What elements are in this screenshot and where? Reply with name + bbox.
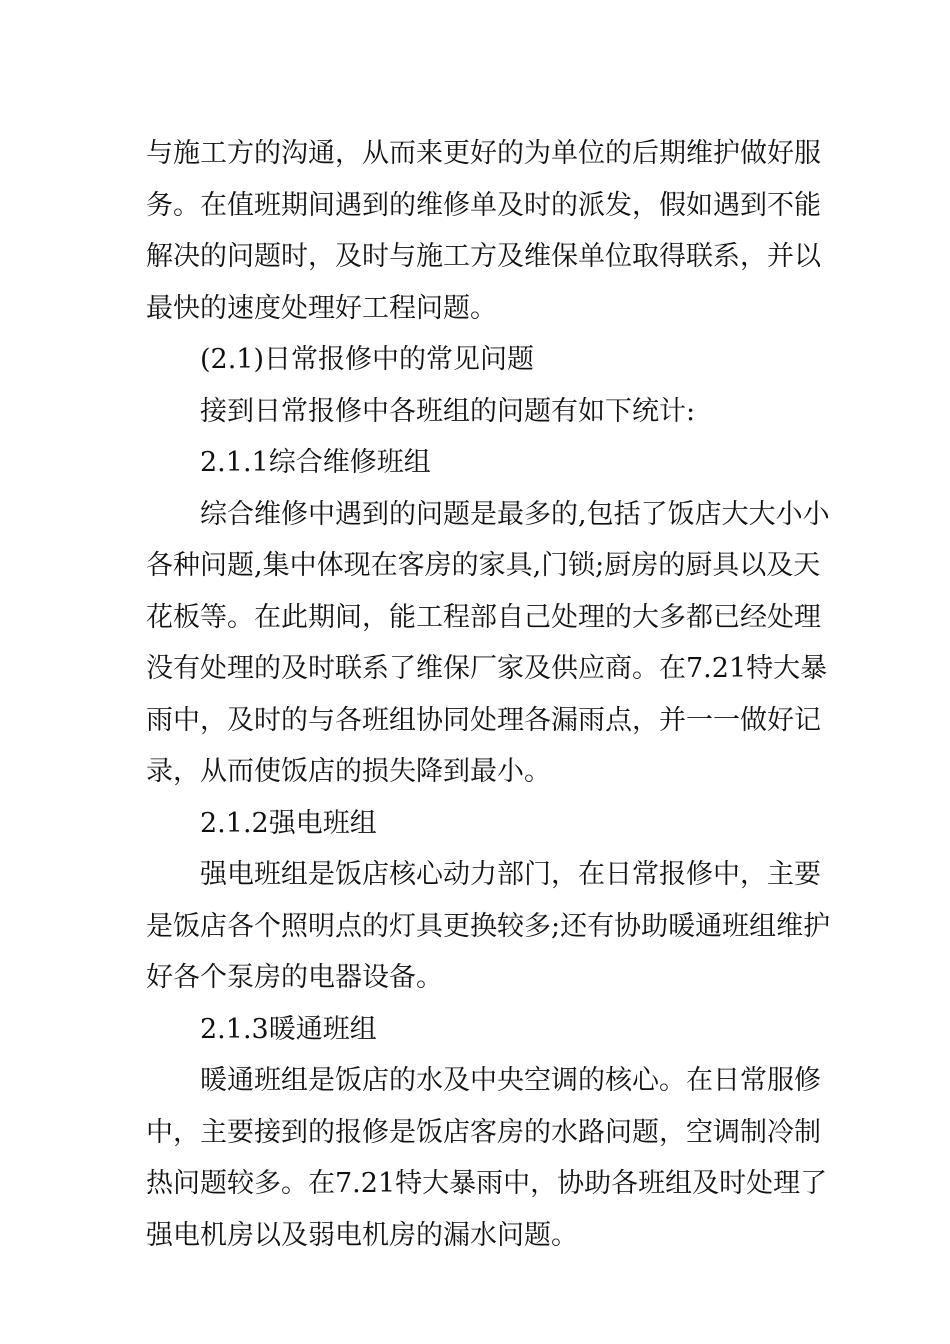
text-line: 没有处理的及时联系了维保厂家及供应商。在7.21特大暴 bbox=[146, 653, 828, 684]
text-line: 与施工方的沟通，从而来更好的为单位的后期维护做好服 bbox=[146, 138, 821, 169]
text-line: 接到日常报修中各班组的问题有如下统计: bbox=[200, 395, 696, 427]
text-line: 综合维修中遇到的问题是最多的,包括了饭店大大小小 bbox=[200, 498, 830, 530]
text-line: 解决的问题时，及时与施工方及维保单位取得联系，并以 bbox=[146, 241, 821, 272]
text-line: 热问题较多。在7.21特大暴雨中，协助各班组及时处理了 bbox=[146, 1168, 828, 1199]
text-line: 雨中，及时的与各班组协同处理各漏雨点，并一一做好记 bbox=[146, 704, 821, 736]
text-line: 好各个泵房的电器设备。 bbox=[146, 962, 443, 993]
text-line: 暖通班组是饭店的水及中央空调的核心。在日常服修 bbox=[200, 1065, 821, 1096]
text-line: 强电班组是饭店核心动力部门，在日常报修中，主要 bbox=[200, 859, 821, 890]
section-heading: 2.1.3暖通班组 bbox=[200, 1013, 377, 1045]
text-line: 最快的速度处理好工程问题。 bbox=[146, 292, 497, 324]
section-heading: 2.1.2强电班组 bbox=[200, 807, 377, 839]
text-line: 中，主要接到的报修是饭店客房的水路问题，空调制冷制 bbox=[146, 1116, 821, 1148]
text-line: 录，从而使饭店的损失降到最小。 bbox=[146, 756, 551, 787]
text-line: 花板等。在此期间，能工程部自己处理的大多都已经处理 bbox=[146, 601, 821, 633]
text-line: 强电机房以及弱电机房的漏水问题。 bbox=[146, 1219, 578, 1251]
section-heading: (2.1)日常报修中的常见问题 bbox=[200, 344, 535, 375]
text-line: 是饭店各个照明点的灯具更换较多;还有协助暖通班组维护 bbox=[146, 910, 831, 942]
text-line: 务。在值班期间遇到的维修单及时的派发，假如遇到不能 bbox=[146, 189, 821, 221]
document-body bbox=[146, 128, 831, 1261]
text-line: 各种问题,集中体现在客房的家具,门锁;厨房的厨具以及天 bbox=[146, 550, 821, 581]
section-heading: 2.1.1综合维修班组 bbox=[200, 447, 431, 478]
